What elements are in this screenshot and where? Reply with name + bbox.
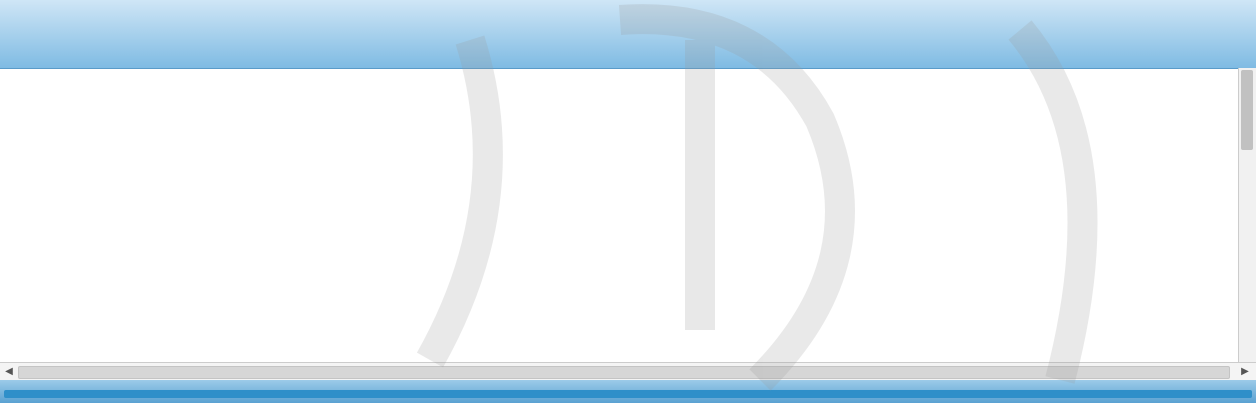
chevron-right-icon[interactable]: ▶ bbox=[1241, 366, 1249, 377]
vertical-scroll-thumb[interactable] bbox=[1241, 70, 1253, 150]
horizontal-scrollbar[interactable] bbox=[0, 362, 1256, 380]
horizontal-scroll-thumb[interactable] bbox=[18, 366, 1230, 379]
grid-header bbox=[0, 0, 1256, 69]
vertical-scrollbar[interactable] bbox=[1238, 68, 1256, 380]
footer-bar bbox=[4, 390, 1252, 398]
grid-footer bbox=[0, 380, 1256, 403]
chevron-left-icon[interactable]: ◀ bbox=[5, 366, 13, 377]
